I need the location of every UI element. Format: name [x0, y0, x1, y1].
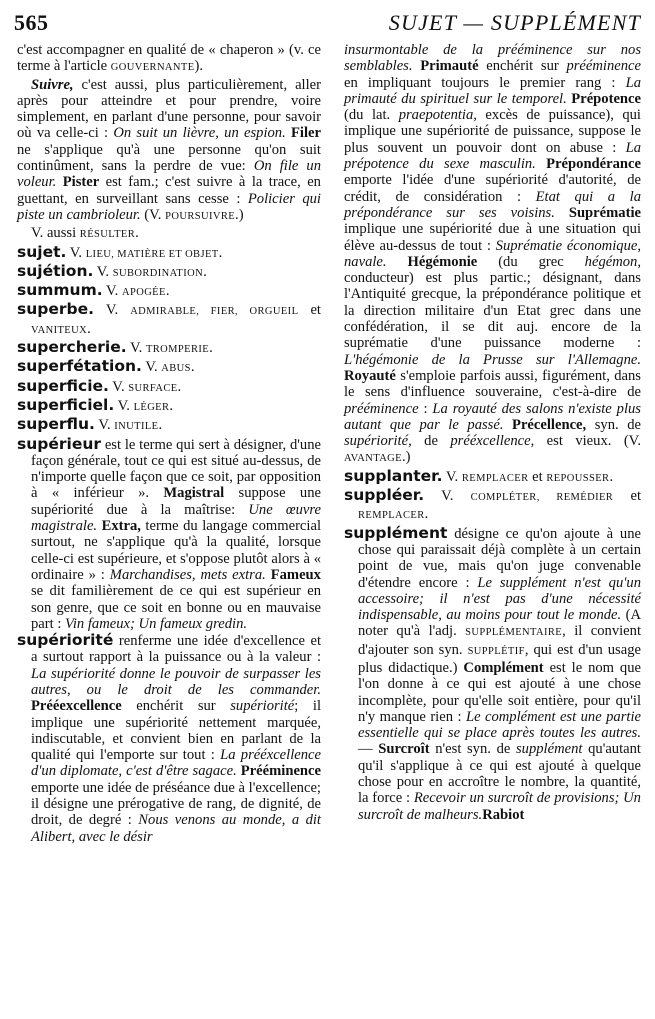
- entry-supplement: supplément désigne ce qu'on ajoute à une chose qui paraissait déjà complète à un certain point de vue, mais qu'on juge convenable d'étendre encore : Le supplément n'est qu'un accessoire; il n'est pas d'une nécessité indispensable, au moins pour tout le monde. (A noter qu'à l'adj. SUPPLÉMENTAIRE, il convient d'ajouter son syn. SUPPLÉTIF, qui est d'un usage plus didactique.) Complément est le nom que l'on donne à ce qui est ajouté à une chose incomplète, pour qu'elle soit entière, pour qu'il n'y manque rien : Le complément est une partie essentielle qui se place après toutes les autres. — Surcroît n'est syn. de supplément qu'autant qu'il s'applique à ce qui est ajouté à quelque chose pour en accroître le nombre, la quantité, la force : Recevoir un surcroît de provisions; Un surcroît de malheurs.Rabiot: [344, 523, 641, 823]
- paragraph-suivre: Suivre, c'est aussi, plus particulièrement, aller après pour atteindre et pour prendre, voire simplement, en parlant d'une personne, pour savoir où va celle-ci : On suit un lièvre, un espion. Filer ne s'applique qu'à une personne qu'on suit continûment, sans la perdre de vue: On file un voleur. Pister est fam.; c'est suivre à la trace, en guettant, en surveillant sans cesse : Policier qui piste un cambrioleur. (V. POURSUIVRE.): [17, 76, 322, 223]
- entry-superficiel: superficiel. V. LÉGER.: [17, 395, 174, 414]
- entry-superfetation: superfétation. V. ABUS.: [17, 357, 195, 376]
- entry-superficie: superficie. V. SURFACE.: [17, 376, 182, 395]
- entry-superiorite-continued: insurmontable de la prééminence sur nos semblables. Primauté enchérit sur prééminence en impliquant toujours le premier rang : La primauté du spirituel sur le temporel. Prépotence (du lat. praepotentia, excès de puissance), qui implique une supériorité de puissance, suppose le plus souvent un pouvoir dont on abuse : La prépotence du sexe masculin. Prépondérance emporte l'idée d'une supériorité d'autorité, de crédit, de considération : Etat qui a la prépondérance sur ses voisins. Suprématie implique une supériorité due à une situation qui élève au-dessus de tout : Suprématie économique, navale. Hégémonie (du grec hégémon, conducteur) est plus partic.; désignant, dans l'Antiquité grecque, la prépondérance politique et la direction militaire d'un Etat grec dans une confédération, il se dit auj. encore de la suprématie d'une puissance moderne : L'hégémonie de la Prusse sur l'Allemagne. Royauté s'emploie parfois aussi, figurément, dans le sens d'influence souveraine, c'est-à-dire de prééminence : La royauté des salons n'existe plus autant que par le passé. Précellence, syn. de supériorité, de prééxcellence, est vieux. (V. AVANTAGE.): [344, 42, 642, 466]
- right-column: [344, 42, 641, 823]
- entry-continuation: c'est accompagner en qualité de « chaperon » (v. ce terme à l'article GOUVERNANTE).: [17, 42, 321, 75]
- page-number: 565: [14, 10, 49, 35]
- entry-sujetion: sujétion. V. SUBORDINATION.: [17, 261, 207, 280]
- entry-supercherie: supercherie. V. TROMPERIE.: [17, 338, 213, 357]
- running-title: SUJET — SUPPLÉMENT: [388, 10, 641, 35]
- page-header: [14, 10, 641, 38]
- entry-sujet: sujet. V. LIEU, MATIÈRE ET OBJET.: [17, 242, 223, 261]
- entry-superiorite: supériorité renferme une idée d'excellence et a surtout rapport à la puissance ou à la valeur : La supériorité donne le pouvoir de surpasser les autres, ou le droit de les commander. Prééexcellence enchérit sur supériorité; il implique une supériorité nettement marquée, indiscutable, et convient bien en parlant de la qualité qui l'emporte sur tout : La prééxcellence d'un diplomate, c'est d'être sagace. Prééminence emporte une idée de préséance due à l'excellence; il désigne une prérogative de rang, de dignité, de droit, de degré : Nous venons au monde, a dit Alibert, avec le désir: [17, 631, 321, 845]
- entry-summum: summum. V. APOGÉE.: [17, 281, 170, 300]
- entry-superieur: supérieur est le terme qui sert à désigner, d'une façon générale, tout ce qui est situé au-dessus, de n'importe quelle façon que ce soit, par opposition à « inférieur ». Magistral suppose une supériorité due à la maîtrise: Une œuvre magistrale. Extra, terme du langage commercial surtout, ne s'applique qu'à la qualité, lorsque celle-ci est supérieure, et s'oppose plutôt alors à « ordinaire » : Marchandises, mets extra. Fameux se dit familièrement de ce qui est supérieur en son genre, que ce soit en bonne ou en mauvaise part : Vin fameux; Un fameux gredin.: [17, 434, 321, 632]
- cross-reference: V. aussi RÉSULTER.: [31, 225, 139, 242]
- entry-superbe: superbe. V. ADMIRABLE, FIER, ORGUEIL et VANITEUX.: [17, 300, 321, 337]
- left-column: [17, 42, 321, 845]
- entry-superflu: superflu. V. INUTILE.: [17, 415, 163, 434]
- entry-suppleer: suppléer. V. COMPLÉTER, REMÉDIER et REMPLACER.: [344, 486, 642, 523]
- entry-supplanter: supplanter. V. REMPLACER et REPOUSSER.: [344, 466, 614, 485]
